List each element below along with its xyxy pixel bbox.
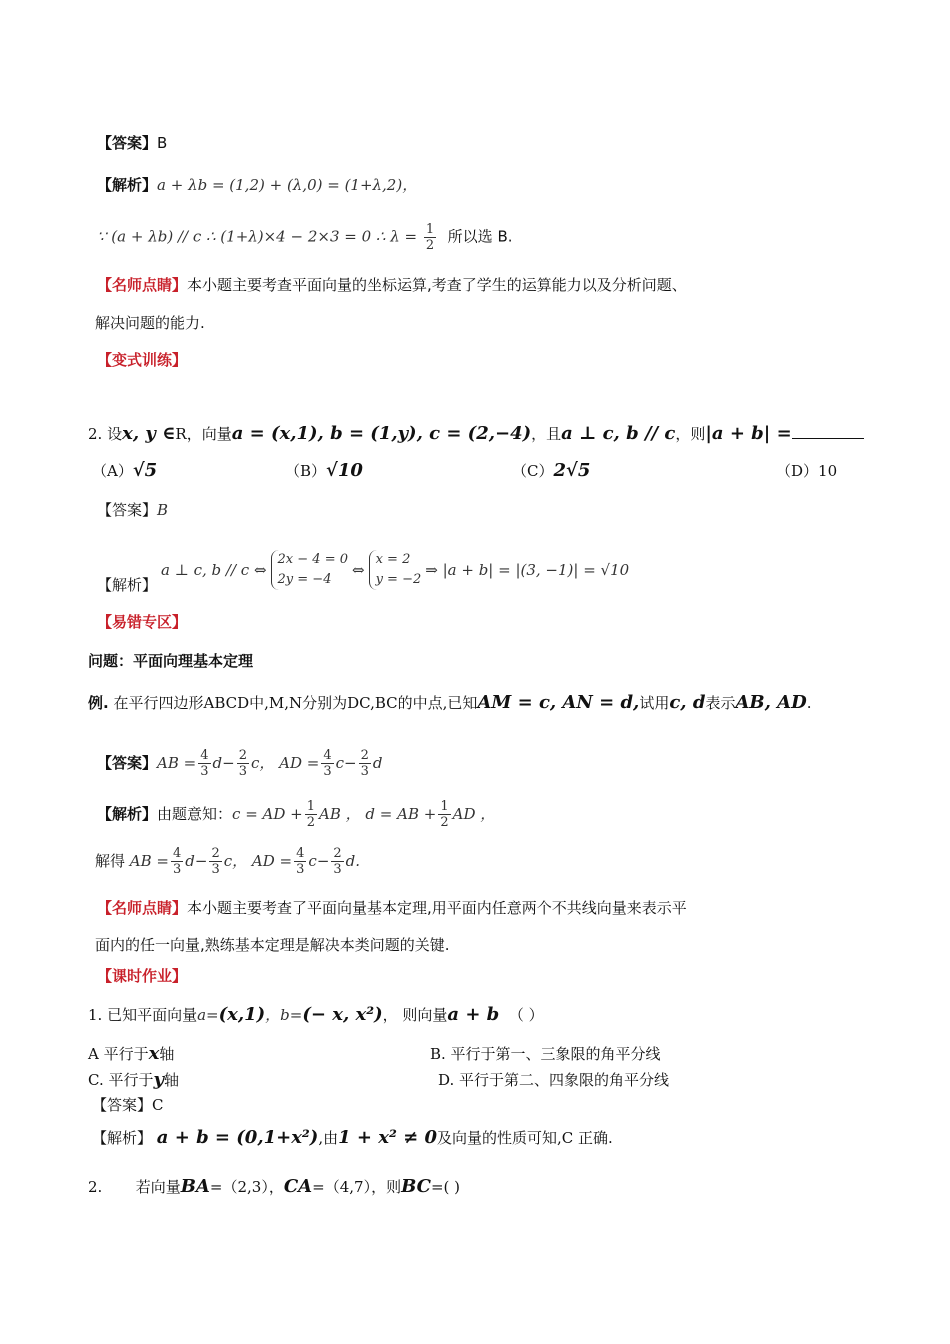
- comment-tag: 【名师点睛】: [97, 899, 188, 917]
- analysis-line-2: [97, 222, 513, 253]
- analysis-tag: 【解析】: [97, 176, 158, 194]
- analysis-tag: 【解析】: [97, 805, 158, 823]
- option-a: （A）√5: [92, 460, 158, 481]
- analysis-intro: 由题意知：: [157, 805, 233, 823]
- answer-value: B: [157, 134, 168, 152]
- option-c: （C）2√5: [512, 460, 591, 481]
- question-then: ，则: [675, 425, 706, 443]
- question-cond-pre: ，且: [531, 425, 562, 443]
- variant-analysis: [97, 545, 629, 595]
- question-prefix: 2. 设: [88, 425, 123, 443]
- analysis-formula-2: ∵ (a + λb) // c ∴ (1+λ)×4 − 2×3 = 0 ∴ λ =: [97, 227, 422, 246]
- example-cd: c, d: [669, 692, 706, 713]
- fraction-half: $\frac{1}{2}$: [425, 222, 435, 253]
- answer-ad-label: ， AD =: [259, 754, 320, 772]
- comment-text-2: 面内的任一向量,熟练基本定理是解决本类问题的关键.: [95, 936, 450, 954]
- variant-question: [88, 424, 864, 444]
- error-comment-1: [97, 898, 687, 918]
- hw-option-a: A 平行于x轴: [88, 1043, 175, 1064]
- analysis-line-1: [97, 175, 417, 195]
- answer-tag: 【答案】: [97, 754, 158, 772]
- question-cond: a ⊥ c, b // c: [561, 423, 676, 444]
- example-use: 试用: [639, 694, 670, 712]
- analysis-pre: a ⊥ c, b // c ⇔: [161, 561, 267, 579]
- question-abs: |a + b| =: [705, 423, 792, 444]
- comment-line-1: [97, 275, 687, 295]
- analysis-formula: a + λb = (1,2) + (λ,0) = (1+λ,2)，: [157, 176, 418, 194]
- analysis-post: ⇒ |a + b| = |(3, −1)| = √10: [425, 561, 630, 579]
- error-zone-tag: 【易错专区】: [97, 613, 188, 631]
- problem-title: 问题：平面向理基本定理: [88, 652, 254, 670]
- answer-tag: 【答案】: [97, 501, 158, 519]
- analysis-mid: ⇔: [352, 561, 365, 579]
- hw-analysis: 【解析】 a + b = (0,1+x²),由1 + x² ≠ 0及向量的性质可知,C 正确.: [92, 1127, 613, 1148]
- question-vars: x, y ∈: [122, 423, 176, 444]
- solve-label: 解得: [95, 852, 126, 870]
- answer-tag: 【答案】: [97, 134, 158, 152]
- error-solve: 解得 AB = $\frac{4}{3}$ d − $\frac{2}{3}$ c ， AD = $\frac{4}{3}$ c − $\frac{2}{3}$ d .: [95, 845, 361, 877]
- example-ab-ad: AB, AD: [735, 692, 807, 713]
- hw-option-c: C. 平行于y轴: [88, 1069, 179, 1090]
- answer-line-1: [97, 133, 167, 153]
- question-vectors: a = (x,1), b = (1,y), c = (2,−4): [231, 423, 532, 444]
- equation-system-2: x = 2 y = −2: [369, 550, 422, 590]
- question-r: R，向量: [175, 425, 232, 443]
- answer-blank: [792, 424, 864, 439]
- example-text: 在平行四边形ABCD中,M,N分别为DC,BC的中点,已知: [113, 694, 478, 712]
- variant-tag: 【变式训练】: [97, 351, 188, 369]
- homework-tag: 【课时作业】: [97, 967, 188, 985]
- error-analysis: 【解析】 由题意知： c = AD + $\frac{1}{2}$ AB ， d = AB + $\frac{1}{2}$ AD ，: [97, 798, 496, 830]
- option-d: （D）10: [776, 462, 838, 480]
- error-answer: 【答案】 AB = $\frac{4}{3}$ d − $\frac{2}{3}$ c ， AD = $\frac{4}{3}$ c − $\frac{2}{3}$ d: [97, 747, 383, 779]
- example-line: 例. 在平行四边形ABCD中,M,N分别为DC,BC的中点,已知AM = c, AN = d,试用c, d表示AB, AD.: [88, 692, 812, 713]
- hw-answer: 【答案】C: [92, 1096, 164, 1114]
- hw-question-1: 1. 已知平面向量a=(x,1)，b=(− x, x²)， 则向量a + b （ ）: [88, 1004, 544, 1025]
- comment-text-1: 本小题主要考查平面向量的坐标运算,考查了学生的运算能力以及分析问题、: [187, 276, 687, 294]
- answer-value: B: [157, 501, 169, 519]
- answer-ab-label: AB =: [157, 754, 197, 772]
- hw-option-b: B. 平行于第一、三象限的角平分线: [430, 1045, 661, 1063]
- hw-option-d: D. 平行于第二、四象限的角平分线: [438, 1071, 670, 1089]
- analysis-tag: 【解析】: [97, 576, 158, 594]
- comment-tag: 【名师点睛】: [97, 276, 188, 294]
- analysis-conclusion: 所以选 B.: [447, 227, 513, 246]
- comment-text-1: 本小题主要考查了平面向量基本定理,用平面内任意两个不共线向量来表示平: [187, 899, 687, 917]
- example-represent: 表示: [705, 694, 736, 712]
- example-vectors: AM = c, AN = d,: [477, 692, 640, 713]
- equation-system-1: 2x − 4 = 0 2y = −4: [271, 550, 348, 590]
- hw-question-2: 2. 若向量BA=（2,3），CA=（4,7），则BC=( ): [88, 1176, 460, 1197]
- example-label: 例.: [88, 694, 109, 712]
- variant-answer: [97, 500, 168, 520]
- option-b: （B）√10: [285, 460, 363, 481]
- comment-text-2: 解决问题的能力.: [95, 314, 205, 332]
